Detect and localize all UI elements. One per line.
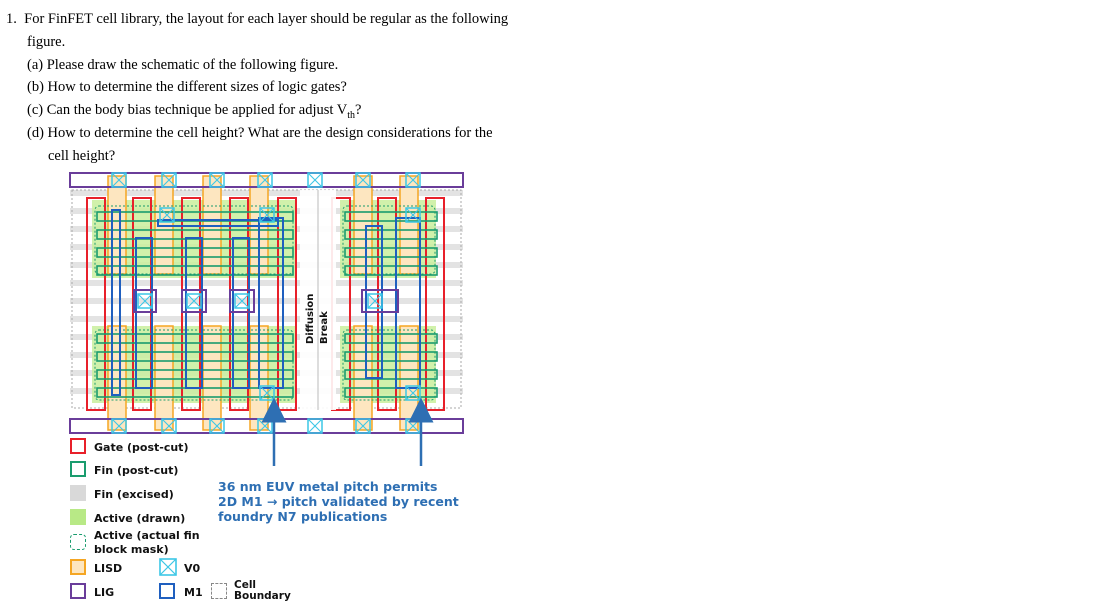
v0-via [308,419,322,433]
question-text-1: For FinFET cell library, the layout for each layer should be regular as the following [24,11,509,27]
legend-gate-swatch [70,438,86,454]
question-line-2: figure. [27,34,66,50]
diffusion-label: Diffusion [305,293,316,344]
note-line-1: 36 nm EUV metal pitch permits [218,479,438,494]
lisd-upper [400,176,418,274]
lisd-lower [108,326,126,430]
v0-via [308,173,322,187]
question-part-d-1: (d) How to determine the cell height? What are the design considerations for the [27,125,493,141]
legend-active-actual-swatch [70,534,86,550]
diffusion-break [300,190,336,410]
part-c-text: (c) Can the body bias technique be applied for adjust V [27,102,348,118]
question-part-a: (a) Please draw the schematic of the following figure. [27,57,339,73]
legend-m1-swatch [159,583,175,599]
note-line-3: foundry N7 publications [218,509,388,524]
part-c-end: ? [355,102,362,118]
legend-active-actual-label-2: block mask) [94,543,169,556]
question-part-d-2: cell height? [48,148,116,164]
legend-cell-boundary-label-2: Boundary [234,590,291,602]
fin-row [70,298,463,304]
legend-active-drawn-label: Active (drawn) [94,512,186,525]
note-line-2: 2D M1 → pitch validated by recent [218,494,459,509]
legend-lig-label: LIG [94,586,115,599]
legend-active-actual-label-1: Active (actual fin [94,529,200,542]
lisd-lower [203,326,221,430]
lisd-lower [400,326,418,430]
question-number: 1. [6,11,17,27]
legend-lisd-label: LISD [94,562,123,575]
legend-cell-boundary-swatch [211,583,227,599]
legend-lig-swatch [70,583,86,599]
legend-active-drawn-swatch [70,509,86,525]
legend-fin-excised-label: Fin (excised) [94,488,174,501]
fin-row [70,280,463,286]
legend-cell-boundary-label-1: Cell [234,579,257,591]
legend-lisd-swatch [70,559,86,575]
legend-v0-swatch [159,558,177,576]
question-part-b: (b) How to determine the different sizes of logic gates? [27,79,347,95]
lisd-upper [108,176,126,274]
legend-gate-label: Gate (post-cut) [94,441,189,454]
legend-fin-swatch [70,461,86,477]
legend-v0-label: V0 [184,562,201,575]
legend-m1-label: M1 [184,586,203,599]
legend-fin-excised-swatch [70,485,86,501]
part-c-subscript: th [347,109,356,121]
lisd-lower [155,326,173,430]
break-label: Break [319,311,330,344]
fin-row [70,316,463,322]
legend-fin-label: Fin (post-cut) [94,464,179,477]
